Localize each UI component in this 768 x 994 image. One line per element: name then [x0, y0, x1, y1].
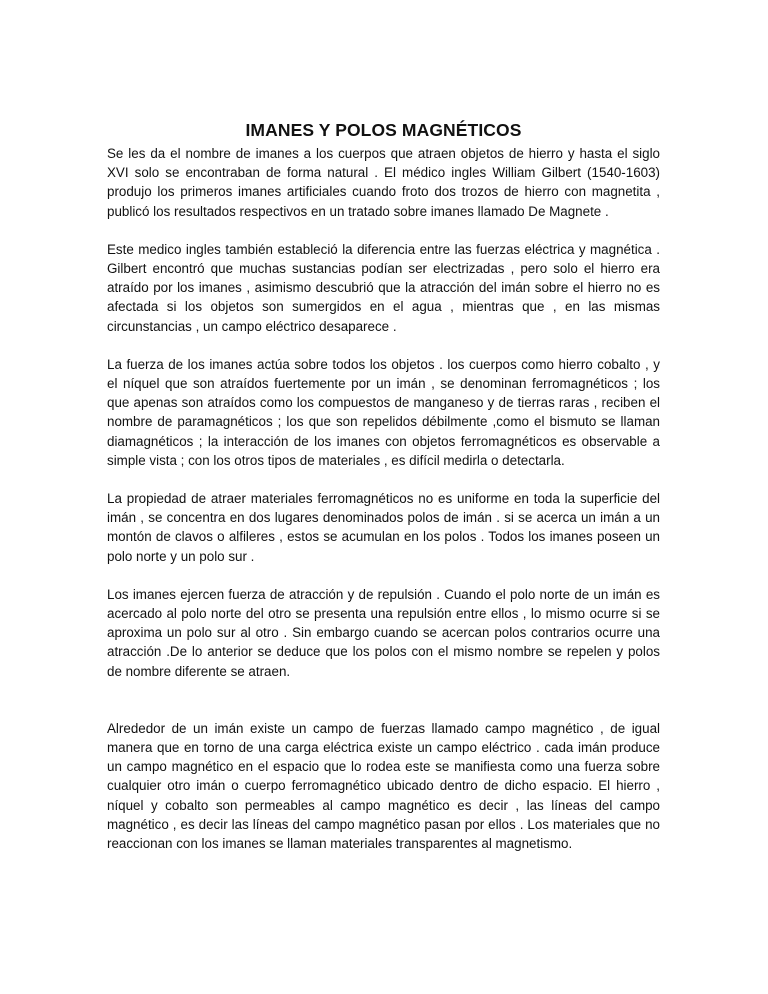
- document-title: IMANES Y POLOS MAGNÉTICOS: [245, 120, 522, 140]
- document-page: [107, 118, 660, 872]
- paragraph-2: Este medico ingles también estableció la diferencia entre las fuerzas eléctrica y magnética . Gilbert encontró que muchas sustancias podían ser electrizadas , pero solo el hierro era atraído por los imanes , asimismo descubrió que la atracción del imán sobre el hierro no es afectada si los objetos son sumergidos en el agua , mientras que , en las mismas circunstancias , un campo eléctrico desaparece .: [107, 241, 660, 334]
- paragraph-3: La fuerza de los imanes actúa sobre todos los objetos . los cuerpos como hierro cobalto , y el níquel que son atraídos fuertemente por un imán , se denominan ferromagnéticos ; los que apenas son atraídos como los compuestos de manganeso y de tierras raras , reciben el nombre de paramagnéticos ; los que son repelidos débilmente ,como el bismuto se llaman diamagnéticos ; la interacción de los imanes con objetos ferromagnéticos es observable a simple vista ; con los otros tipos de materiales , es difícil medirla o detectarla.: [107, 356, 660, 468]
- paragraph-1: Se les da el nombre de imanes a los cuerpos que atraen objetos de hierro y hasta el siglo XVI solo se encontraban de forma natural . El médico ingles William Gilbert (1540-1603) produjo los primeros imanes artificiales cuando froto dos trozos de hierro con magnetita , publicó los resultados respectivos en un tratado sobre imanes llamado De Magnete .: [107, 146, 660, 219]
- paragraph-5: Los imanes ejercen fuerza de atracción y de repulsión . Cuando el polo norte de un imán es acercado al polo norte del otro se presenta una repulsión entre ellos , lo mismo ocurre si se aproxima un polo sur al otro . Sin embargo cuando se acercan polos contrarios ocurre una atracción .De lo anterior se deduce que los polos con el mismo nombre se repelen y polos de nombre diferente se atraen.: [107, 586, 660, 679]
- paragraph-4: La propiedad de atraer materiales ferromagnéticos no es uniforme en toda la superficie del imán , se concentra en dos lugares denominados polos de imán . si se acerca un imán a un montón de clavos o alfileres , estos se acumulan en los polos . Todos los imanes poseen un polo norte y un polo sur .: [107, 491, 660, 564]
- paragraph-6: Alrededor de un imán existe un campo de fuerzas llamado campo magnético , de igual manera que en torno de una carga eléctrica existe un campo eléctrico . cada imán produce un campo magnético en el espacio que lo rodea este se manifiesta como una fuerza sobre cualquier otro imán o cuerpo ferromagnético ubicado dentro de dicho espacio. El hierro , níquel y cobalto son permeables al campo magnético es decir , las líneas del campo magnético , es decir las líneas del campo magnético pasan por ellos . Los materiales que no reaccionan con los imanes se llaman materiales transparentes al magnetismo.: [107, 720, 660, 852]
